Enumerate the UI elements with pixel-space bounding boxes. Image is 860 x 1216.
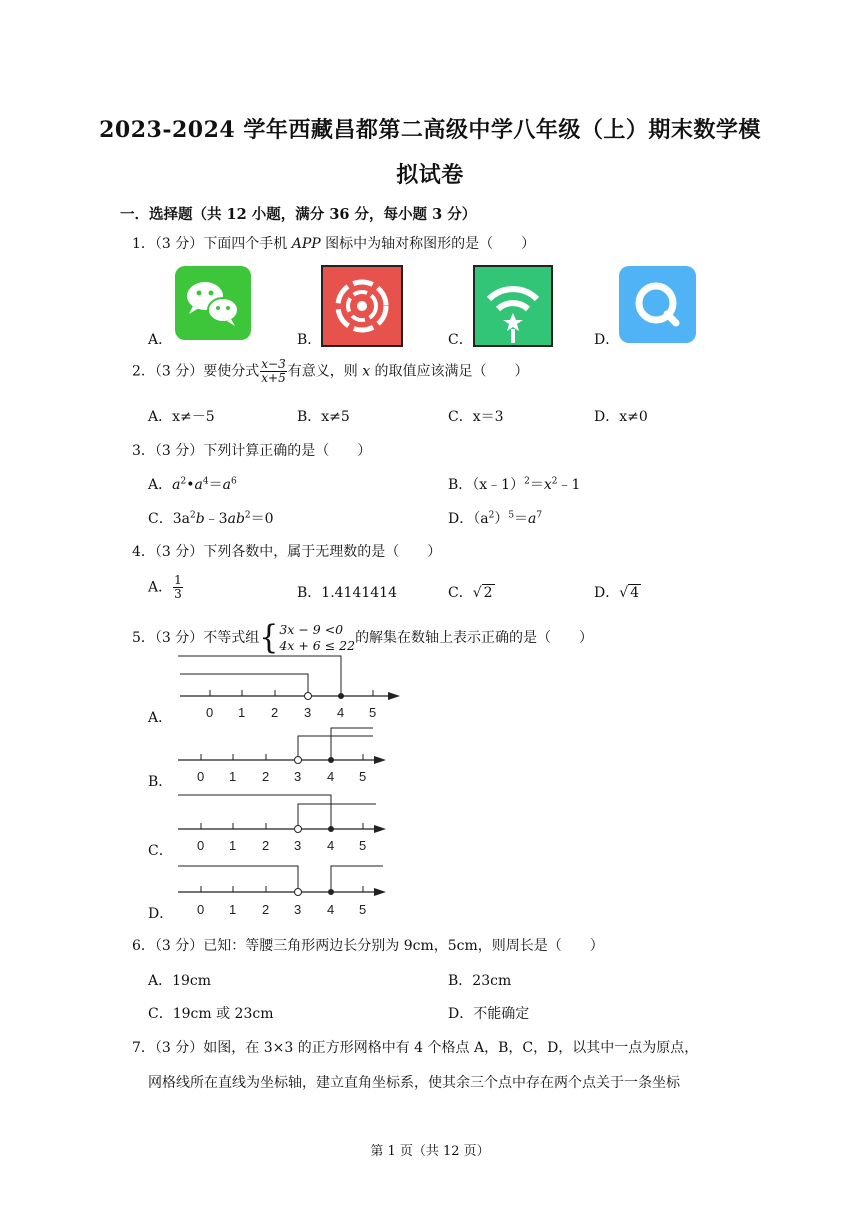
q1-option-a: A．: [148, 332, 173, 348]
svg-text:4: 4: [327, 902, 335, 917]
q3-option-a: A．$a^2•a^4=a^6$: [148, 476, 237, 493]
question-7-line-2: 网格线所在直线为坐标轴，建立直角坐标系，使其余三个点中存在两个点关于一条坐标: [148, 1075, 680, 1091]
q3-option-d: D．$(a^2)^5=a^7$: [448, 510, 543, 527]
q3-option-b: B．$(x﹣1)^2=x^2﹣1$: [448, 476, 581, 493]
question-3-stem: 3．（3 分）下列计算正确的是（ ）: [132, 443, 372, 459]
question-2-stem: 2．（3 分）要使分式 $\frac{x-3}{x+5}$ 有意义，则 x 的取值应该满足（ ）: [132, 357, 529, 385]
q2-option-d: D．x≠0: [594, 409, 648, 425]
q2-option-a: A．x≠－5: [148, 409, 215, 425]
question-6-stem: 6．（3 分）已知：等腰三角形两边长分别为 9cm，5cm，则周长是（ ）: [132, 938, 604, 954]
number-line-c: [178, 795, 386, 853]
q1-option-b: B．: [297, 332, 322, 348]
svg-text:0: 0: [197, 838, 205, 853]
number-line-a: [178, 656, 400, 720]
question-5-stem: 5．（3 分）不等式组 { 3x − 9 <0 4x + 6 ≤ 22 的解集在数轴上表示正确的是（ ）: [132, 618, 594, 657]
q4-option-a: A． $\frac{1}{3}$: [148, 573, 182, 601]
svg-text:3: 3: [294, 902, 302, 917]
fraction: $\frac{x-3}{x+5}$: [261, 357, 286, 385]
wechat-icon: [175, 266, 251, 340]
q4-option-c: C．√ 2: [448, 585, 493, 601]
tick-label: 3: [304, 705, 312, 720]
q6-option-b: B．23cm: [448, 973, 512, 989]
page-footer: 第 1 页（共 12 页）: [370, 1144, 490, 1159]
svg-text:1: 1: [229, 902, 237, 917]
q5-option-c: C．: [148, 843, 173, 859]
q5-option-b: B．: [148, 774, 173, 790]
q6-option-c: C．19cm 或 23cm: [148, 1006, 274, 1022]
section-heading: 一．选择题（共 12 小题，满分 36 分，每小题 3 分）: [120, 206, 477, 223]
svg-text:5: 5: [359, 838, 367, 853]
q6-option-a: A．19cm: [148, 973, 212, 989]
q1-option-d: D．: [594, 332, 620, 348]
q-search-icon: [619, 266, 696, 343]
svg-text:4: 4: [327, 769, 335, 784]
svg-text:2: 2: [262, 769, 270, 784]
number-line-d: [178, 866, 386, 917]
svg-text:1: 1: [229, 769, 237, 784]
number-lines-figure: [170, 652, 410, 920]
inequality-system: { 3x − 9 <0 4x + 6 ≤ 22: [259, 618, 356, 657]
wifi-tower-icon: [473, 265, 553, 347]
fenghuang-icon: [321, 265, 403, 347]
tick-label: 0: [206, 705, 214, 720]
svg-text:3: 3: [294, 838, 302, 853]
svg-text:5: 5: [359, 902, 367, 917]
svg-text:3: 3: [294, 769, 302, 784]
q1-option-c: C．: [448, 332, 473, 348]
q4-option-d: D．√ 4: [594, 585, 640, 601]
svg-text:4: 4: [327, 838, 335, 853]
svg-text:2: 2: [262, 838, 270, 853]
number-line-b: [178, 728, 386, 784]
svg-text:0: 0: [197, 902, 205, 917]
svg-text:1: 1: [229, 838, 237, 853]
question-4-stem: 4．（3 分）下列各数中，属于无理数的是（ ）: [132, 544, 442, 560]
q2-option-b: B．x≠5: [297, 409, 350, 425]
q3-option-c: C．$3a^2b﹣3ab^2=0$: [148, 510, 274, 527]
question-1-stem: 1．（3 分）下面四个手机 APP 图标中为轴对称图形的是（ ）: [132, 236, 536, 252]
title-line-1: 2023-2024 学年西藏昌都第二高级中学八年级（上）期末数学模: [99, 117, 761, 143]
title-line-2: 拟试卷: [396, 162, 464, 188]
svg-text:5: 5: [359, 769, 367, 784]
tick-label: 5: [369, 705, 377, 720]
svg-text:0: 0: [197, 769, 205, 784]
q4-option-b: B．1.4141414: [297, 585, 397, 601]
q2-option-c: C．x＝3: [448, 409, 504, 425]
tick-label: 2: [271, 705, 279, 720]
q5-option-a: A．: [148, 710, 173, 726]
q5-option-d: D．: [148, 906, 174, 922]
tick-label: 4: [337, 705, 345, 720]
svg-text:2: 2: [262, 902, 270, 917]
question-7-line-1: 7．（3 分）如图，在 3×3 的正方形网格中有 4 个格点 A，B，C，D，以其中一点为原点，: [132, 1040, 699, 1056]
q6-option-d: D．不能确定: [448, 1006, 530, 1022]
tick-label: 1: [238, 705, 246, 720]
